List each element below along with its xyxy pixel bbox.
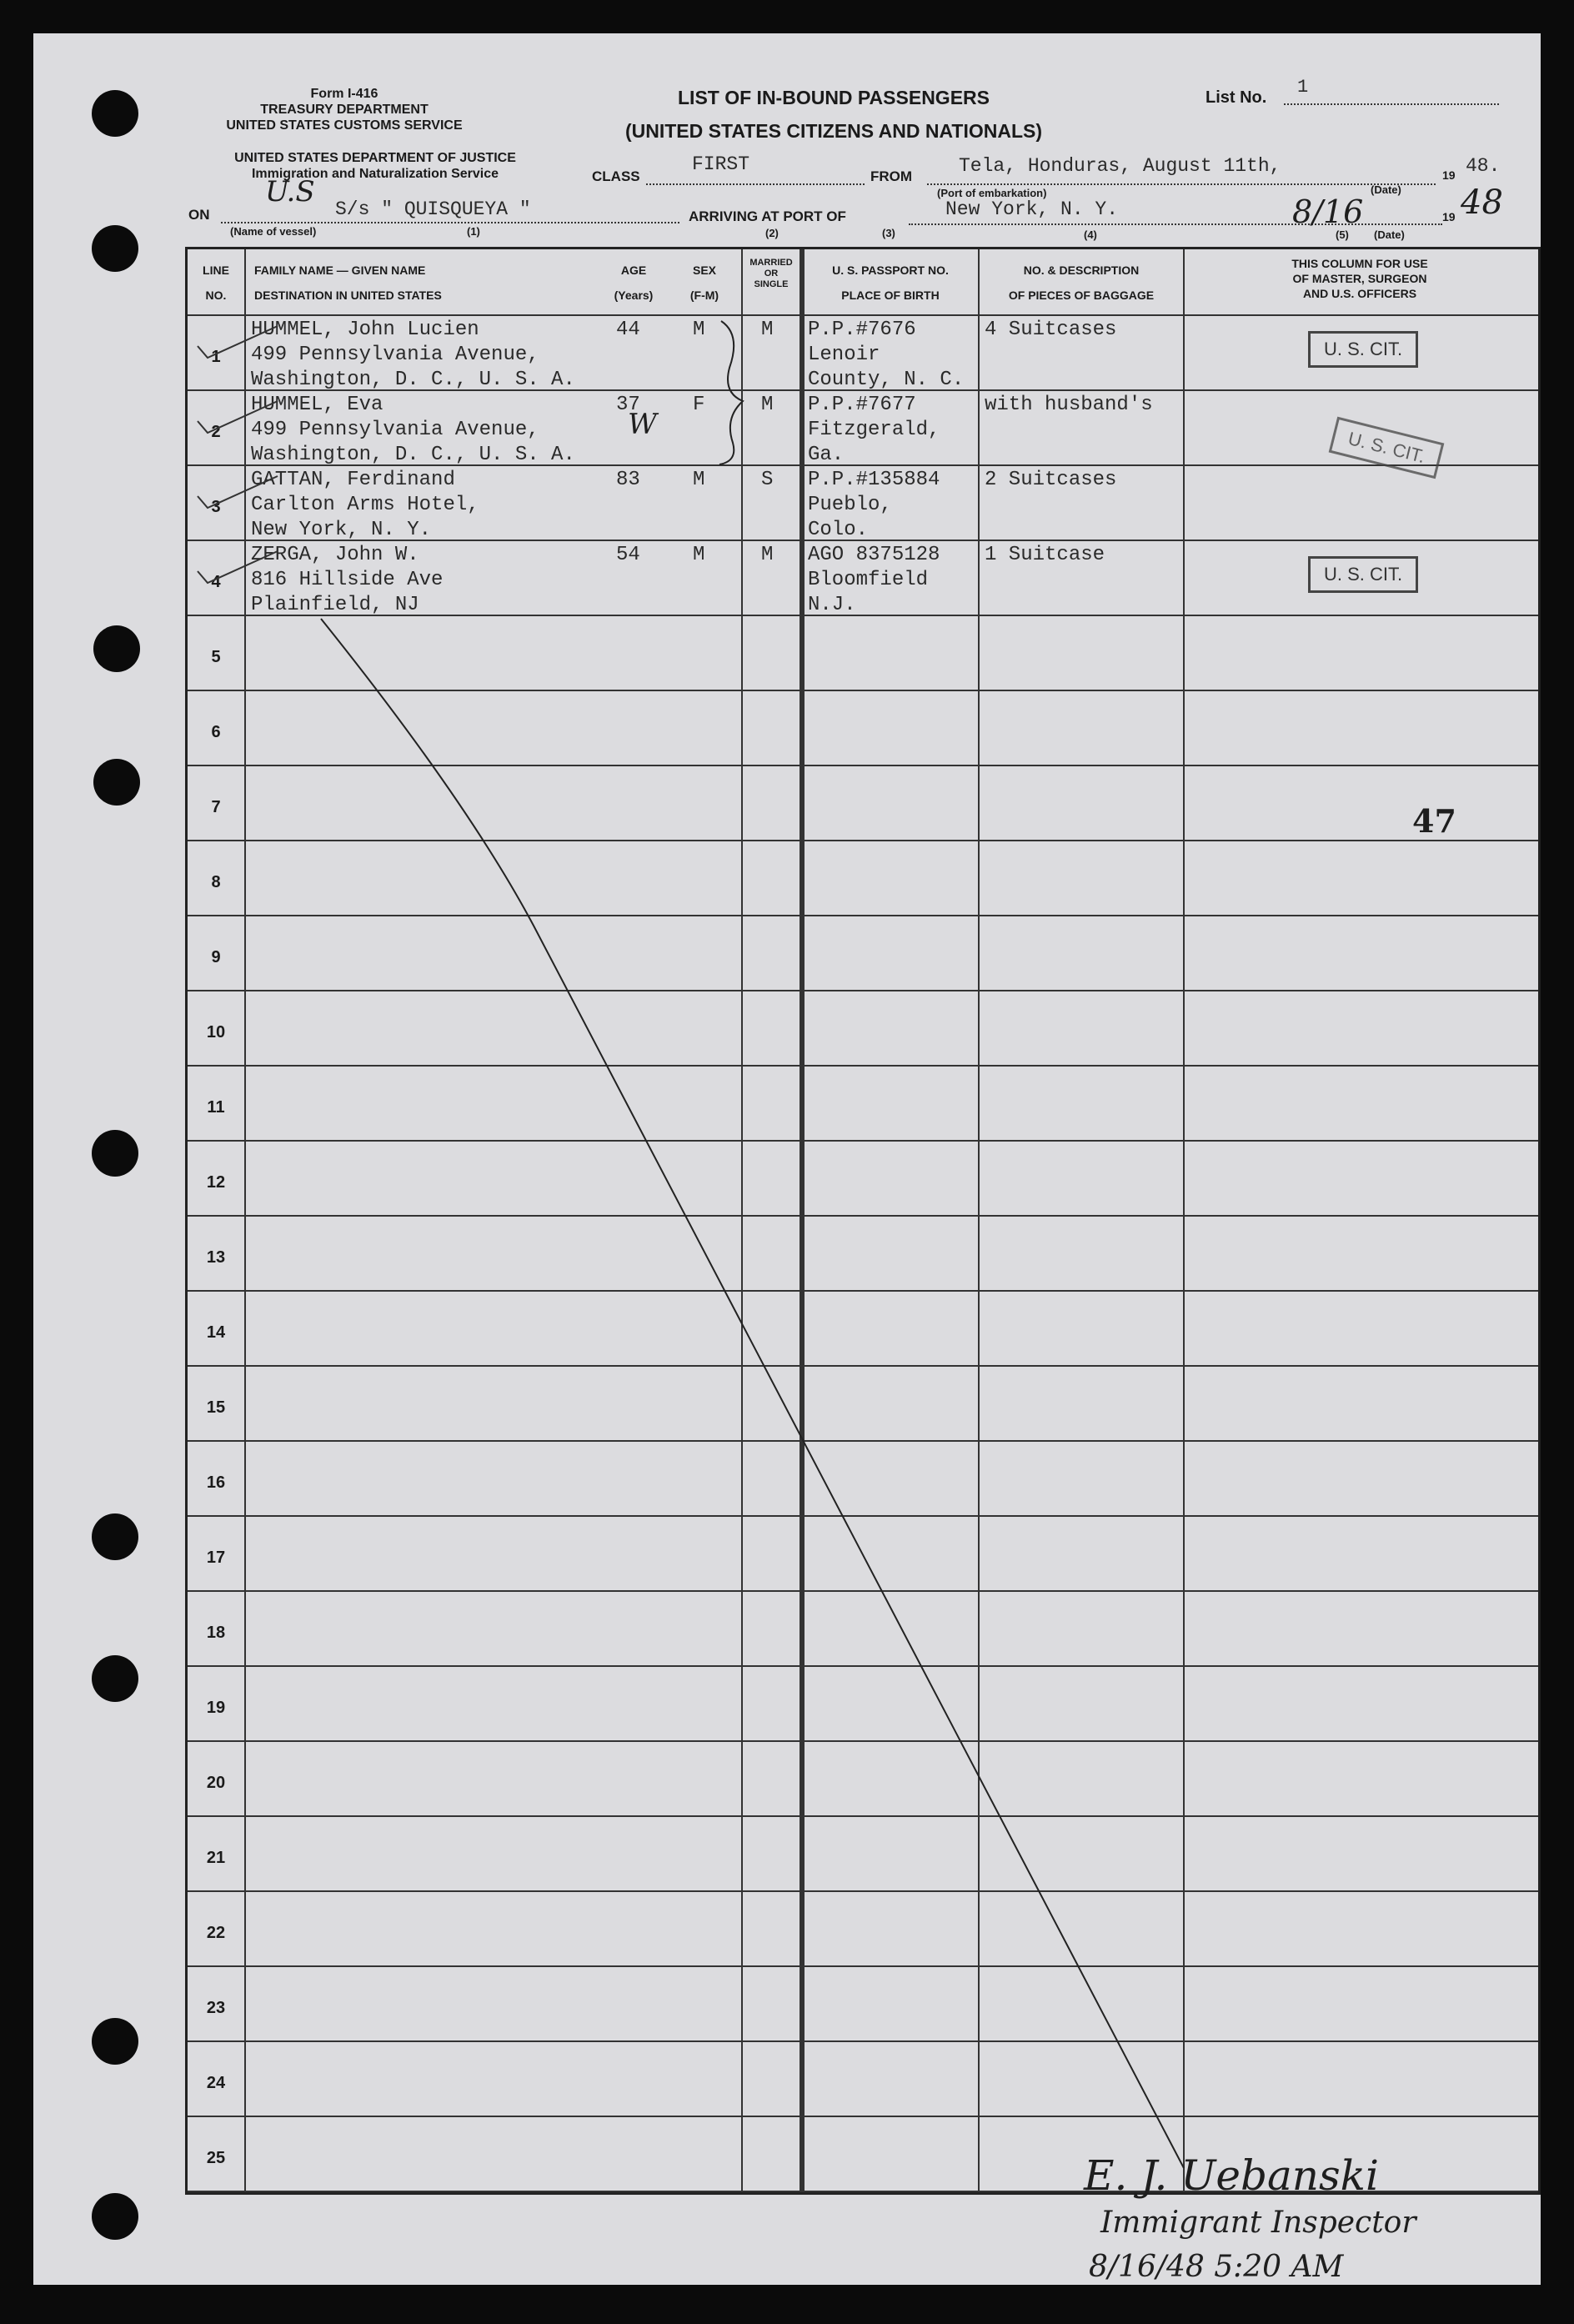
table-row <box>188 1892 1538 1967</box>
us-citizen-stamp: U. S. CIT. <box>1308 556 1418 593</box>
table-row <box>188 1967 1538 2042</box>
table-row <box>188 1592 1538 1667</box>
passenger-sex: M <box>693 544 705 566</box>
binder-hole <box>92 90 138 137</box>
treasury-dept: TREASURY DEPARTMENT <box>260 103 429 117</box>
table-row <box>188 1292 1538 1367</box>
table-row <box>188 1667 1538 1742</box>
row-number: 7 <box>211 798 221 816</box>
page-title: LIST OF IN-BOUND PASSENGERS (UNITED STATES CITIZENS AND NATIONALS) <box>624 87 1042 142</box>
passport-birthplace: AGO 8375128 Bloomfield N.J. <box>808 544 940 616</box>
doj-block <box>183 150 567 182</box>
us-citizen-stamp: U. S. CIT. <box>1329 417 1445 479</box>
row-number: 23 <box>206 1999 226 2017</box>
form-number-block <box>223 86 465 133</box>
table-row <box>188 466 1538 541</box>
customs-service: UNITED STATES CUSTOMS SERVICE <box>226 118 463 133</box>
check-mark-icon <box>194 396 286 438</box>
vessel-col-num: (1) <box>467 225 480 238</box>
year-handwritten: 48 <box>1461 183 1503 222</box>
margin-number-47: 47 <box>1412 802 1456 840</box>
check-mark-icon <box>194 321 286 363</box>
col-header-baggage: NO. & DESCRIPTION OF PIECES OF BAGGAGE <box>1008 264 1155 302</box>
vessel-value: S/s " QUISQUEYA " <box>335 198 531 220</box>
passenger-marital-status: S <box>761 469 774 491</box>
passport-birthplace: P.P.#7676 Lenoir County, N. C. <box>808 319 965 391</box>
vessel-handwritten: U.S <box>265 175 315 208</box>
baggage-description: 2 Suitcases <box>985 469 1117 491</box>
check-mark-icon <box>194 471 286 513</box>
row-number: 22 <box>206 1924 226 1942</box>
col-header-age: AGE (Years) <box>614 264 654 302</box>
binder-hole <box>93 625 140 672</box>
passenger-sex: F <box>693 394 705 416</box>
date-caption: (Date) <box>1371 183 1401 196</box>
arriving-num-3: (3) <box>882 227 895 239</box>
us-citizen-stamp: U. S. CIT. <box>1308 331 1418 368</box>
date-col-num: (5) <box>1336 228 1349 241</box>
binder-hole <box>92 1130 138 1177</box>
table-row <box>188 1142 1538 1217</box>
passenger-marital-status: M <box>761 544 774 566</box>
table-row <box>188 1442 1538 1517</box>
row-number: 24 <box>206 2074 226 2092</box>
passenger-sex: M <box>693 469 705 491</box>
passenger-marital-status: M <box>761 394 774 416</box>
table-row <box>188 691 1538 766</box>
doj-name: UNITED STATES DEPARTMENT OF JUSTICE <box>234 151 516 165</box>
row-number: 2 <box>211 423 221 441</box>
class-label: CLASS <box>592 168 640 184</box>
list-no-value: 1 <box>1297 77 1309 98</box>
row-number: 1 <box>211 348 221 366</box>
arriving-num-2: (2) <box>765 227 779 239</box>
table-row <box>188 766 1538 841</box>
arriving-label: ARRIVING AT PORT OF <box>689 208 846 224</box>
passenger-age: 44 <box>616 319 640 341</box>
binder-hole <box>92 1655 138 1702</box>
table-row <box>188 841 1538 916</box>
col-header-line: LINE NO. <box>203 264 229 302</box>
row-number: 5 <box>211 648 221 666</box>
row-number: 3 <box>211 498 221 516</box>
row-number: 15 <box>206 1398 226 1417</box>
passenger-table <box>185 247 1541 2195</box>
class-line <box>646 183 865 185</box>
table-row <box>188 1067 1538 1142</box>
arrival-date-handwritten: 8/16 <box>1292 193 1364 230</box>
from-label: FROM <box>870 168 913 184</box>
row-number: 18 <box>206 1624 226 1642</box>
list-no-label: List No. <box>1206 88 1267 107</box>
passenger-marital-status: M <box>761 319 774 341</box>
passenger-name-destination: ZERGA, John W. 816 Hillside Ave Plainfield, NJ <box>251 544 444 616</box>
passenger-age: 83 <box>616 469 640 491</box>
table-row <box>188 1517 1538 1592</box>
table-row <box>188 2042 1538 2117</box>
baggage-description: with husband's <box>985 394 1153 416</box>
passenger-name-destination: HUMMEL, Eva 499 Pennsylvania Avenue, Washington, D. C., U. S. A. <box>251 394 575 466</box>
year-prefix: 19 <box>1442 210 1456 223</box>
port-value: New York, N. Y. <box>945 198 1119 220</box>
sex-handwritten-mark: W <box>628 408 657 441</box>
passport-birthplace: P.P.#135884 Pueblo, Colo. <box>808 469 940 541</box>
brace-mark <box>713 318 763 468</box>
check-mark-icon <box>194 546 286 588</box>
row-number: 12 <box>206 1173 226 1192</box>
table-row <box>188 1367 1538 1442</box>
col-header-officers: THIS COLUMN FOR USE OF MASTER, SURGEON AND U.S. OFFICERS <box>1291 257 1428 300</box>
table-row <box>188 391 1538 466</box>
from-value: Tela, Honduras, August 11th, <box>959 155 1281 177</box>
table-row <box>188 541 1538 616</box>
col-header-passport: U. S. PASSPORT NO. PLACE OF BIRTH <box>832 264 949 302</box>
row-number: 19 <box>206 1699 226 1717</box>
row-number: 8 <box>211 873 221 891</box>
row-number: 13 <box>206 1248 226 1267</box>
row-number: 11 <box>207 1098 225 1117</box>
passenger-name-destination: HUMMEL, John Lucien 499 Pennsylvania Avenue, Washington, D. C., U. S. A. <box>251 319 575 391</box>
row-number: 16 <box>206 1473 226 1492</box>
passenger-sex: M <box>693 319 705 341</box>
from-line <box>927 183 1436 185</box>
ins-name: Immigration and Naturalization Service <box>251 167 499 181</box>
passenger-age: 37 <box>616 394 640 416</box>
row-number: 4 <box>211 573 221 591</box>
vessel-caption: (Name of vessel) <box>230 225 317 238</box>
vessel-line <box>221 222 679 223</box>
inspection-time: 8/16/48 5:20 AM <box>1089 2250 1344 2284</box>
binder-hole <box>93 759 140 806</box>
row-number: 9 <box>211 948 221 966</box>
table-row <box>188 916 1538 991</box>
table-row <box>188 1217 1538 1292</box>
from-year: 48. <box>1466 155 1501 177</box>
passport-birthplace: P.P.#7677 Fitzgerald, Ga. <box>808 394 940 466</box>
baggage-description: 1 Suitcase <box>985 544 1105 566</box>
row-number: 17 <box>206 1548 226 1567</box>
passenger-name-destination: GATTAN, Ferdinand Carlton Arms Hotel, New York, N. Y. <box>251 469 479 541</box>
table-row <box>188 316 1538 391</box>
baggage-description: 4 Suitcases <box>985 319 1117 341</box>
row-number: 14 <box>206 1323 226 1342</box>
col-header-name: FAMILY NAME — GIVEN NAME DESTINATION IN UNITED STATES <box>254 264 442 302</box>
row-number: 6 <box>211 723 221 741</box>
row-number: 10 <box>206 1023 226 1042</box>
row-number: 25 <box>206 2149 226 2167</box>
col-header-sex: SEX (F-M) <box>689 264 719 302</box>
passenger-age: 54 <box>616 544 640 566</box>
table-row <box>188 616 1538 691</box>
inspector-signature: E. J. Uebanski <box>1084 2151 1379 2200</box>
from-year-prefix: 19 <box>1442 168 1456 182</box>
port-col-num: (4) <box>1084 228 1097 241</box>
class-value: FIRST <box>692 153 750 175</box>
col-header-married: MARRIED OR SINGLE <box>749 258 793 289</box>
row-number: 21 <box>206 1849 226 1867</box>
binder-hole <box>92 2018 138 2065</box>
binder-hole <box>92 2193 138 2240</box>
binder-hole <box>92 225 138 272</box>
port-embarkation-caption: (Port of embarkation) <box>937 187 1047 199</box>
table-row <box>188 991 1538 1067</box>
list-no-line <box>1284 103 1499 105</box>
on-label: ON <box>188 207 210 223</box>
table-row <box>188 1817 1538 1892</box>
inspector-title: Immigrant Inspector <box>1100 2206 1416 2240</box>
binder-hole <box>92 1513 138 1560</box>
row-number: 20 <box>206 1774 226 1792</box>
form-number: Form I-416 <box>310 87 378 101</box>
table-row <box>188 1742 1538 1817</box>
date-caption-2: (Date) <box>1374 228 1405 241</box>
